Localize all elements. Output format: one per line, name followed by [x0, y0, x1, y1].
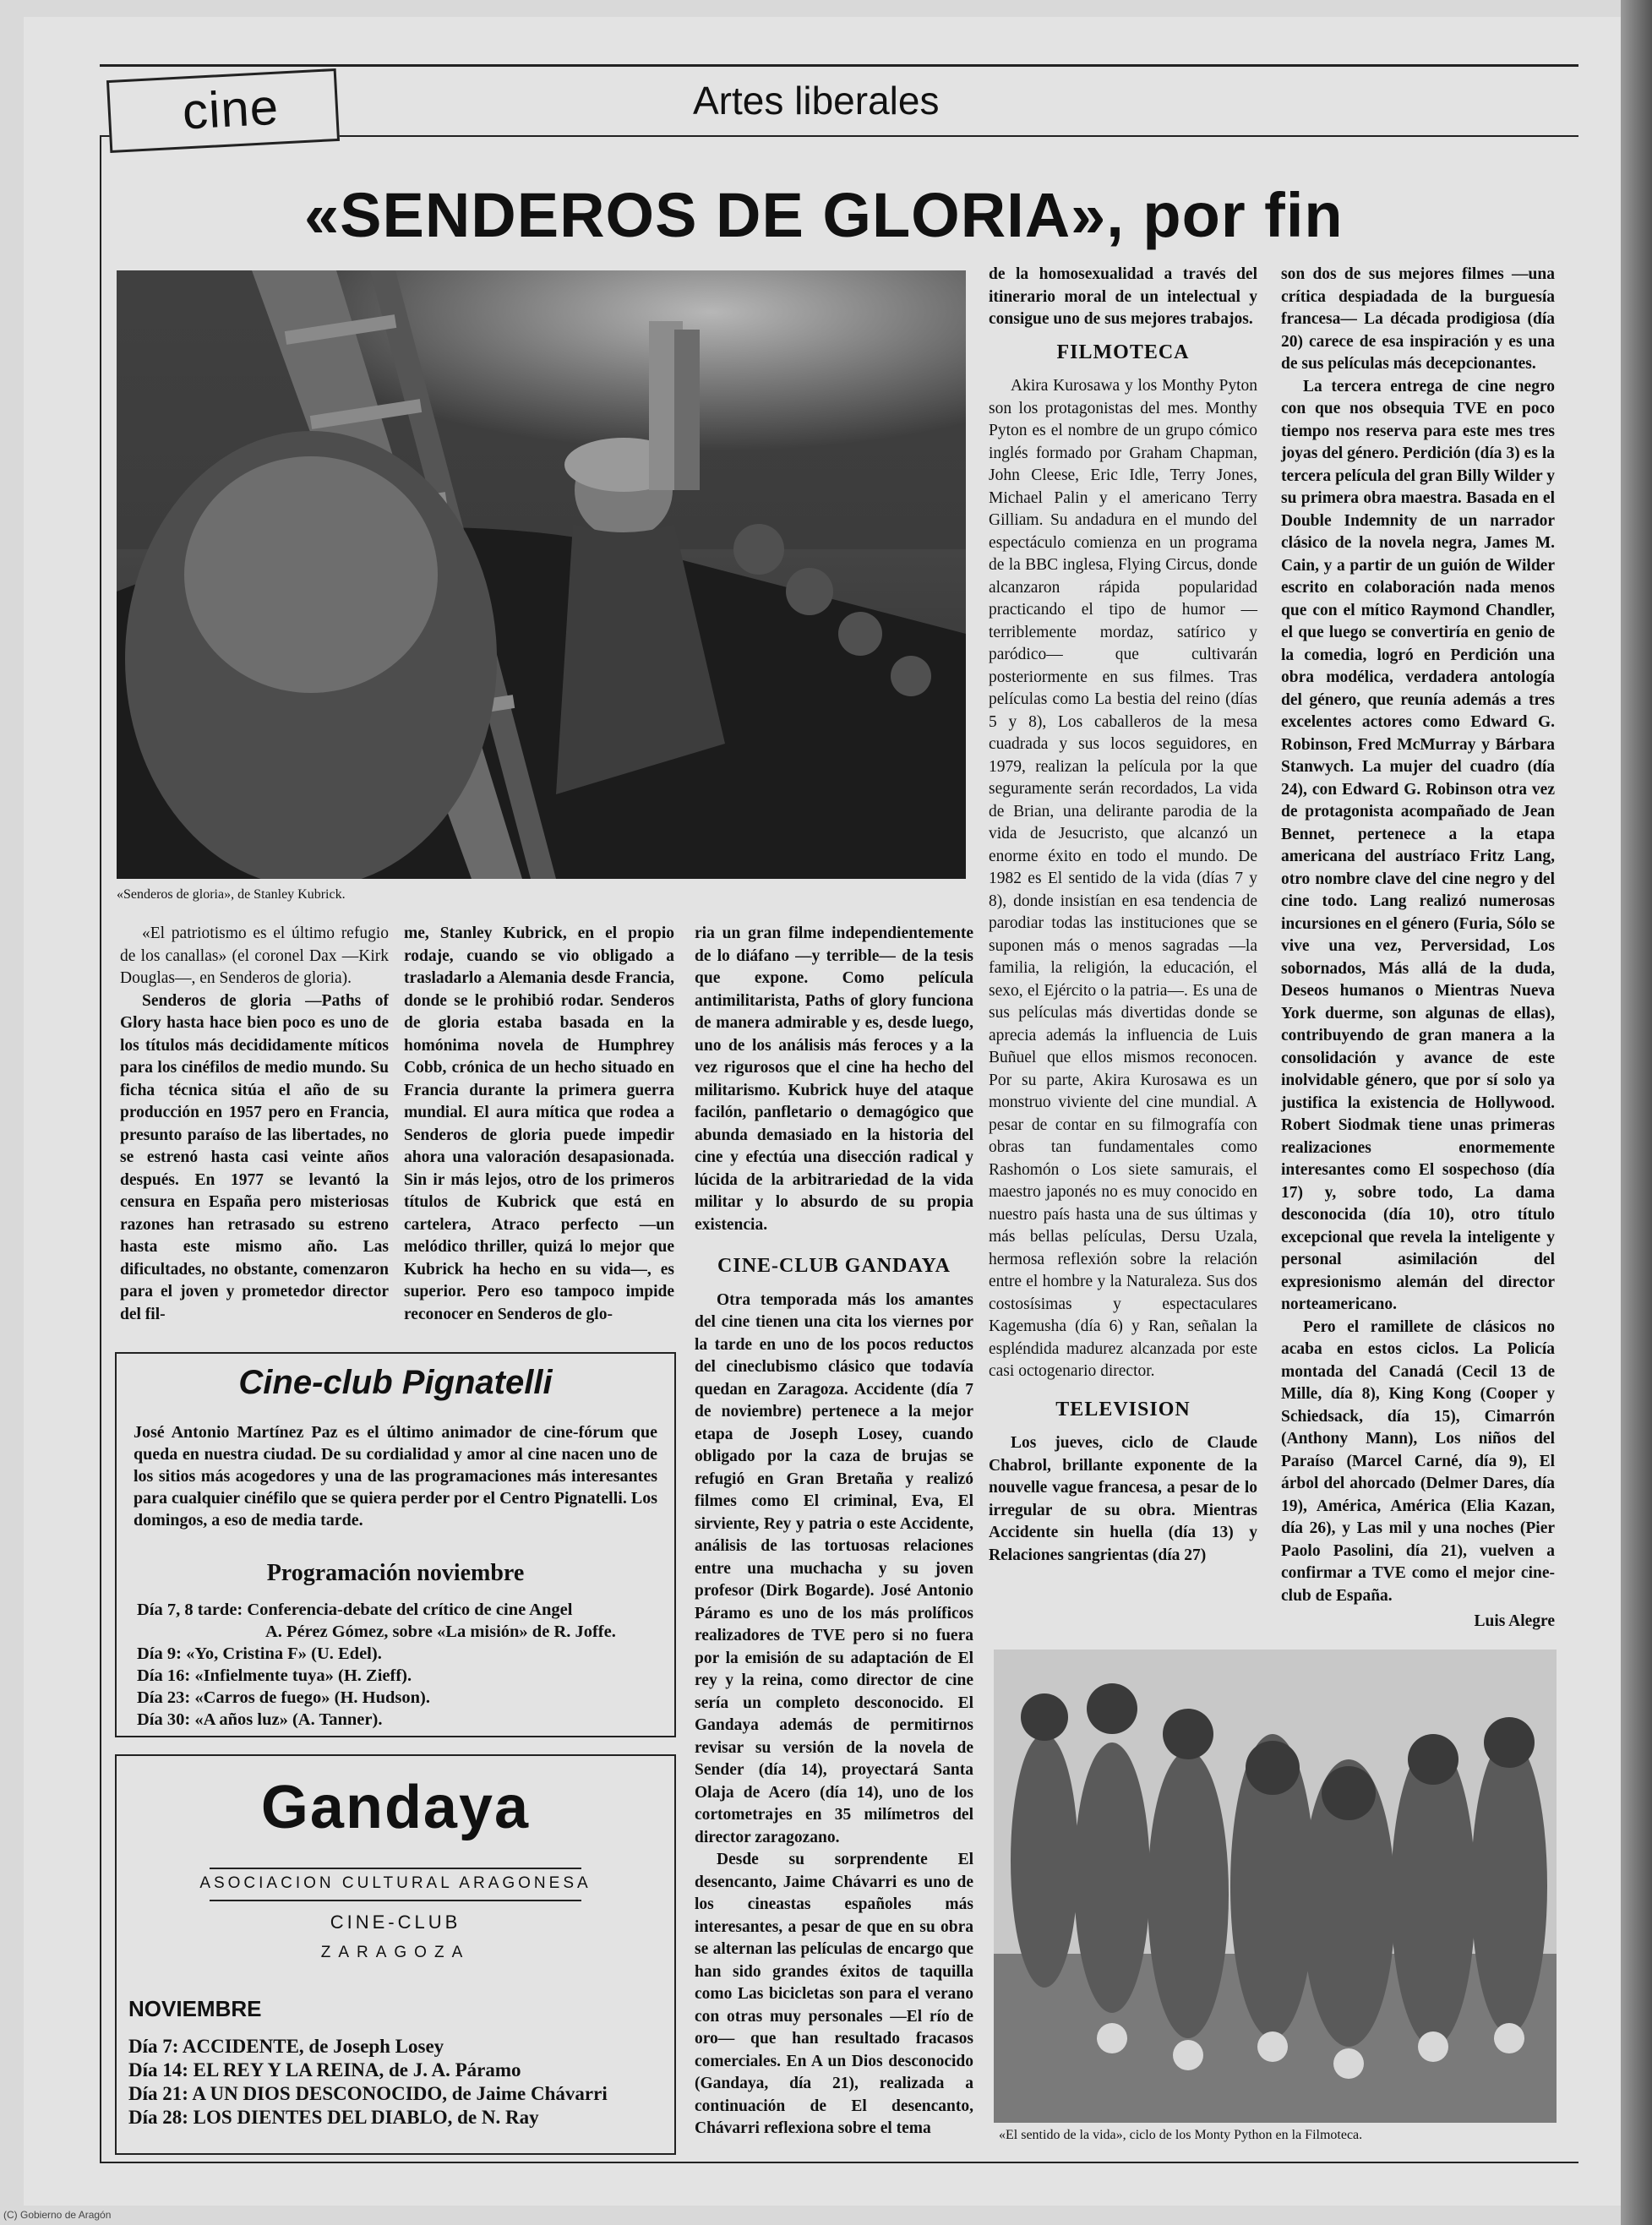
article-column-3 [695, 923, 973, 2140]
photo-paths-of-glory [117, 270, 966, 879]
programacion-list [137, 1599, 616, 1731]
paragraph: ria un gran filme independientemente de lo diáfano —y terrible— de la tesis que expone. Como película antimilitarista, Paths of glory funciona de manera admirable y es, desde luego, uno de los análisis más feroces y a la vez rigurosos que el cine ha hecho del militarismo. Kubrick huye del ataque facilón, panfletario o demagógico que abunda demasiado en la historia del cine y efectúa una disección radical y lúcida de la arbitrariedad de la vida militar y lo absurdo de su propia existencia. [695, 924, 973, 1234]
list-item: Día 30: «A años luz» (A. Tanner). [137, 1710, 383, 1729]
paragraph: Los jueves, ciclo de Claude Chabrol, brillante exponente de la nouvelle vague francesa, a pesar de lo irregular de su obra. Mientras Accidente sin huella (día 13) y Relaciones sangrientas (día 27) [989, 1434, 1257, 1564]
photo-caption-monty-python: «El sentido de la vida», ciclo de los Monty Python en la Filmoteca. [999, 2128, 1363, 2142]
gandaya-program-list [128, 2035, 608, 2130]
gandaya-cineclub: CINE-CLUB [330, 1911, 461, 1933]
paragraph: Otra temporada más los amantes del cine tienen una cita los viernes por la tarde en uno de los pocos reductos del cineclubismo clásico que todavía quedan en Zaragoza. Accidente (día 7 de noviembre) pertenece a la mejor etapa de Joseph Losey, cuando obligado por la caza de brujas se refugió en Gran Bretaña y realizó filmes como El criminal, Eva, El sirviente, Rey y patria o este Accidente, análisis de las tortuosas relaciones entre una muchacha y su joven profesor (Dirk Bogarde). José Antonio Páramo es uno de los más prolíficos realizadores de TVE pero si no fuera por la emisión de su adaptación de El rey y la reina, como director de cine sería un completo desconocido. El Gandaya además de permitirnos revisar su versión de la novela de Sender (día 14), proyectará Santa Olaja de Acero (día 14), uno de los cortometrajes en 35 milímetros del director zaragozano. [695, 1290, 973, 1846]
gandaya-month: NOVIEMBRE [128, 1996, 262, 2021]
list-item: Día 16: «Infielmente tuya» (H. Zieff). [137, 1666, 412, 1685]
top-rule [100, 64, 1578, 67]
page-binding-edge [1621, 0, 1652, 2225]
section-tag [106, 68, 340, 153]
bottom-rule [100, 2162, 1578, 2163]
paragraph: son dos de sus mejores filmes —una crítica despiadada de la burguesía francesa— La década prodigiosa (día 20) carece de esa inspiración y es una de sus películas más decepcionantes. [1281, 265, 1555, 373]
paragraph: Akira Kurosawa y los Monthy Pyton son los protagonistas del mes. Monthy Pyton es el nombre de un grupo cómico inglés formado por Graham Chapman, John Cleese, Eric Idle, Terry Jones, Michael Palin y el americano Terry Gilliam. Su andadura en el mundo del espectáculo comienza en un programa de la BBC inglesa, Flying Circus, donde alcanzaron rápida popularidad practicando el tipo de humor —terriblemente mordaz, satírico y paródico— que cultivarán posteriormente en sus filmes. Tras películas como La bestia del reino (días 5 y 8), Los caballeros de la mesa cuadrada y sus locos seguidores, en 1979, realizan la película por la que seguramente serán recordados, La vida de Brian, una delirante parodia de la vida de Jesucristo, que alcanzó un enorme éxito en todo el mundo. De 1982 es El sentido de la vida (días 7 y 8), donde insistían en esa tendencia de parodiar todas las instituciones que se suponen más o menos sagradas —la familia, la religión, la educación, el sexo, el Ejército o la patria—. Es una de sus películas más divertidas donde se aprecia además la influencia de Luis Buñuel que ellos mismos reconocen. Por su parte, Akira Kurosawa es un monstruo viviente del cine mundial. A pesar de contar en su filmografía con obras tan fundamentales como Rashomón o Los siete samurais, el maestro japonés no es muy conocido en nuestro país hasta una de sus últimas y más bellas películas, Dersu Uzala, hermosa reflexión sobre la relación entre el hombre y la Naturaleza. Sus dos costosísimas y espectaculares Kagemusha (día 6) y Ran, señalan la espléndida madurez alcanzada por este casi octogenario director. [989, 377, 1257, 1380]
paragraph: La tercera entrega de cine negro con que nos obsequia TVE en poco tiempo nos reserva para este mes tres joyas del género. Perdición (día 3) es la tercera película del gran Billy Wilder y su primera obra maestra. Basada en el Double Indemnity de un narrador clásico de la novela negra, James M. Cain, y a partir de un guión de Wilder escrito en colaboración nada menos que con el mítico Raymond Chandler, el que luego se convertiría en genio de la comedia, logró en Perdición una obra modélica, verdadera antología del género, que reunía además a tres excelentes actores como Edward G. Robinson, Fred McMurray y Bárbara Stanwych. La mujer del cuadro (día 24), con Edward G. Robinson otra vez de protagonista acompañado de Jean Bennet, pertenece a la etapa americana del austríaco Fritz Lang, otro nombre clave del cine negro y del cine todo. Lang realizó numerosas incursiones en el género (Furia, Sólo se vive una vez, Perversidad, Los sobornados, Más allá de la duda, Deseos humanos o Mientras Nueva York duerme, son algunas de ellas), contribuyendo de gran manera a la consolidación y avance de este inolvidable género, que por sí solo ya justifica la existencia de Hollywood. Robert Siodmak tiene unas primeras realizaciones enormemente interesantes como El sospechoso (día 17) y, sobre todo, La dama desconocida (día 10), otro título excepcional que revela la inteligente y personal asimilación del expresionismo alemán del director norteamericano. [1281, 377, 1555, 1313]
list-item: Día 14: EL REY Y LA REINA, de J. A. Páramo [128, 2059, 521, 2080]
gandaya-association: ASOCIACION CULTURAL ARAGONESA [199, 1874, 592, 1892]
gandaya-divider [210, 1900, 581, 1901]
article-column-5 [1281, 264, 1555, 1633]
list-item: A. Pérez Gómez, sobre «La misión» de R. Joffe. [265, 1622, 616, 1641]
section-heading-cineclub-gandaya: CINE-CLUB GANDAYA [717, 1255, 951, 1277]
list-item: Día 23: «Carros de fuego» (H. Hudson). [137, 1688, 430, 1707]
trench-photo-illustration [117, 270, 966, 879]
headline: «SENDEROS DE GLORIA», por fin [304, 180, 1344, 250]
paragraph: me, Stanley Kubrick, en el propio rodaje, cuando se vio obligado a trasladarlo a Alemania desde Francia, donde se le prohibió rodar. Senderos de gloria estaba basada en la homónima novela de Humphrey Cobb, crónica de un hecho situado en Francia durante la primera guerra mundial. El aura mítica que rodea a Senderos de gloria puede impedir ahora una valoración desapasionada. Sin ir más lejos, otro de los primeros títulos de Kubrick que está en cartelera, Atraco perfecto —un melódico thriller, quizá lo mejor que Kubrick ha hecho en su vida—, es superior. Pero eso tampoco impide reconocer en Senderos de glo- [404, 924, 674, 1323]
gandaya-city: ZARAGOZA [320, 1944, 471, 1961]
list-item: Día 28: LOS DIENTES DEL DIABLO, de N. Ray [128, 2107, 539, 2128]
paragraph: Desde su sorprendente El desencanto, Jaime Chávarri es uno de los cineastas españoles más interesantes, a pesar de que en su obra se alternan las películas de encargo que han sido grandes éxitos de taquilla como Las bicicletas son para el verano con otras muy personales —El río de oro— que han resultado fracasos comerciales. En A un Dios desconocido (Gandaya, día 21), realizada a continuación de El desencanto, Chávarri reflexiona sobre el tema [695, 1851, 973, 2137]
gandaya-divider [210, 1868, 581, 1869]
left-frame [100, 135, 101, 2163]
photo-monty-python [994, 1650, 1557, 2123]
list-item: Día 9: «Yo, Cristina F» (U. Edel). [137, 1644, 382, 1663]
article-signature: Luis Alegre [1474, 1612, 1555, 1630]
article-column-2 [404, 923, 674, 1326]
pignatelli-box [115, 1352, 676, 1737]
paragraph: de la homosexualidad a través del itinerario moral de un intelectual y consigue uno de sus mejores trabajos. [989, 265, 1257, 328]
photo-caption-paths-of-glory: «Senderos de gloria», de Stanley Kubrick. [117, 887, 346, 902]
list-item: Día 21: A UN DIOS DESCONOCIDO, de Jaime Chávarri [128, 2083, 608, 2104]
footer-credit: (C) Gobierno de Aragón [3, 2209, 112, 2221]
article-column-4 [989, 264, 1257, 1567]
section-heading-television: TELEVISION [1055, 1398, 1191, 1421]
gandaya-box [115, 1754, 676, 2155]
section-heading-filmoteca: FILMOTECA [1056, 341, 1190, 363]
monty-python-photo-illustration [994, 1650, 1557, 2123]
pignatelli-title: Cine-club Pignatelli [238, 1364, 553, 1401]
gandaya-logo: Gandaya [260, 1774, 531, 1841]
paragraph: «El patriotismo es el último refugio de los canallas» (el coronel Dax —Kirk Douglas—, en Senderos de gloria). [120, 924, 389, 987]
section-tag-label: cine [181, 78, 281, 140]
paragraph: Senderos de gloria —Paths of Glory hasta hace bien poco es uno de los títulos más decididamente míticos para los cinéfilos de medio mundo. Su ficha técnica sitúa el año de su producción en 1957 pero en Francia, presunto paraíso de las libertades, no se estrenó hasta casi veinte años después. En 1977 se levantó la censura en España pero misteriosas razones han retrasado su estreno hasta este mismo año. Las dificultades, no obstante, comenzaron para el joven y prometedor director del fil- [120, 991, 389, 1323]
list-item: Día 7, 8 tarde: Conferencia-debate del crítico de cine Angel [137, 1601, 573, 1619]
article-column-1 [120, 923, 389, 1326]
pignatelli-body: José Antonio Martínez Paz es el último animador de cine-fórum que queda en nuestra ciudad. De su cordialidad y amor al cine nacen uno de los sitios más acogedores y una de las programaciones más interesantes para cualquier cinéfilo que se quiera perder por el Centro Pignatelli. Los domingos, a eso de media tarde. [134, 1423, 657, 1530]
programacion-title: Programación noviembre [266, 1560, 525, 1586]
section-title: Artes liberales [693, 79, 940, 123]
list-item: Día 7: ACCIDENTE, de Joseph Losey [128, 2036, 444, 2057]
paragraph: Pero el ramillete de clásicos no acaba en estos ciclos. La Policía montada del Canadá (Cecil 13 de Mille, día 8), King Kong (Cooper y Schiedsack, día 15), Cimarrón (Anthony Mann), Los niños del Paraíso (Marcel Carné, día 9), El árbol del ahorcado (Delmer Dares, día 19), América, América (Elia Kazan, día 26), y Las mil y una noches (Pier Paolo Pasolini, día 21), vuelven a confirmar a TVE como el mejor cine-club de España. [1281, 1317, 1555, 1605]
